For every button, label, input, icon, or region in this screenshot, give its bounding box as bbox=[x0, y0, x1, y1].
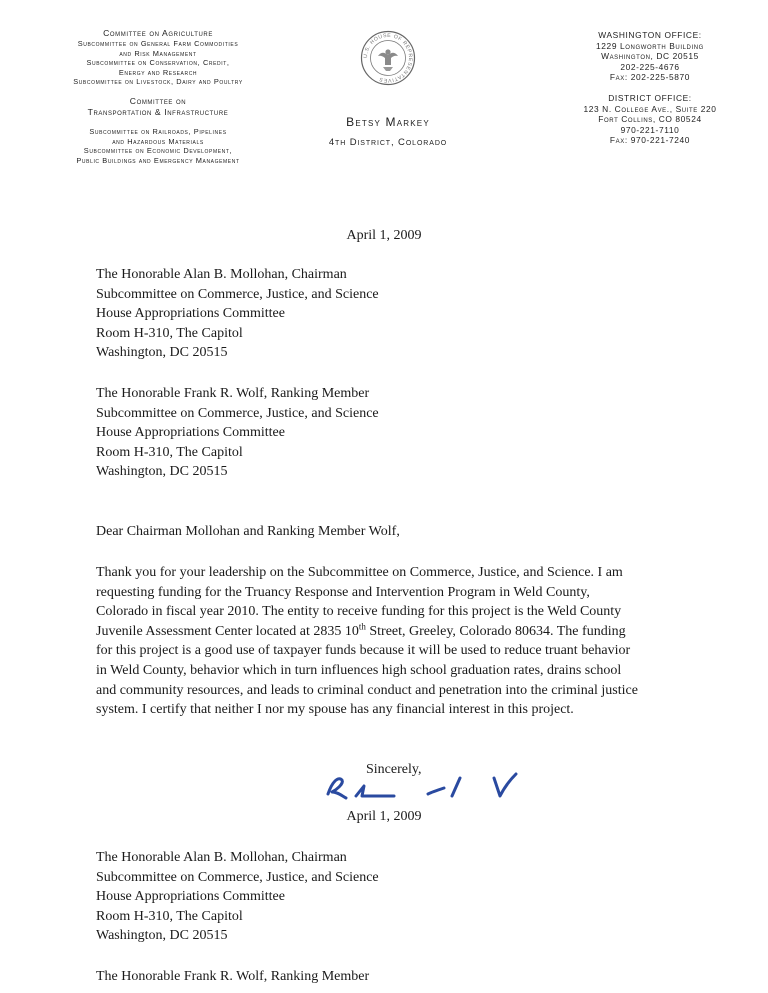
address-line: House Appropriations Committee bbox=[96, 306, 285, 322]
address-line: Room H-310, The Capitol bbox=[96, 325, 243, 341]
office-addresses bbox=[560, 30, 740, 146]
member-name: Betsy Markey bbox=[346, 115, 430, 129]
address-line: Subcommittee on Commerce, Justice, and Science bbox=[96, 286, 379, 302]
body-line: in Weld County, behavior which in turn influences high school graduation rates, drains school bbox=[96, 662, 622, 678]
address-line: The Honorable Frank R. Wolf, Ranking Member bbox=[96, 969, 370, 984]
district-office-label: DISTRICT OFFICE: bbox=[608, 92, 692, 103]
letter-date-repeat: April 1, 2009 bbox=[346, 809, 422, 824]
recipient-address-ranking-member-repeat bbox=[96, 967, 369, 987]
subcommittee-name: Public Buildings and Emergency Management bbox=[76, 155, 240, 165]
address-line: Subcommittee on Commerce, Justice, and Science bbox=[96, 405, 379, 421]
house-seal-icon bbox=[360, 30, 416, 86]
washington-office-address: 1229 Longworth Building bbox=[596, 40, 704, 51]
body-line-text: Juvenile Assessment Center located at 2835 10 bbox=[96, 623, 359, 639]
ordinal-suffix: th bbox=[358, 621, 366, 632]
body-line-address bbox=[96, 622, 690, 642]
address-line: The Honorable Frank R. Wolf, Ranking Member bbox=[96, 386, 370, 401]
address-line: House Appropriations Committee bbox=[96, 889, 285, 905]
committee-assignments bbox=[40, 28, 276, 165]
body-line-text: Street, Greeley, Colorado 80634. The funding bbox=[365, 623, 626, 639]
member-district: 4th District, Colorado bbox=[328, 137, 448, 148]
address-line: The Honorable Alan B. Mollohan, Chairman bbox=[96, 850, 347, 865]
address-line: House Appropriations Committee bbox=[96, 425, 285, 441]
recipient-address-ranking-member bbox=[96, 384, 379, 482]
address-line: Washington, DC 20515 bbox=[96, 345, 228, 361]
subcommittee-name: Subcommittee on General Farm Commodities bbox=[77, 39, 239, 48]
committee-name: Committee on bbox=[129, 95, 187, 106]
letter-date: April 1, 2009 bbox=[346, 228, 422, 243]
body-line: and community resources, and leads to criminal conduct and penetration into the criminal justice bbox=[96, 682, 638, 698]
committee-name: Transportation & Infrastructure bbox=[87, 106, 229, 117]
letter-body bbox=[96, 563, 690, 720]
recipient-address-chairman-repeat bbox=[96, 848, 379, 946]
closing: Sincerely, bbox=[366, 762, 422, 777]
subcommittee-name: Subcommittee on Economic Development, bbox=[83, 146, 233, 156]
body-line: for this project is a good use of taxpayer funds because it will be used to reduce truant behavior bbox=[96, 643, 631, 659]
washington-office-phone: 202-225-4676 bbox=[620, 61, 680, 72]
district-office-address: 123 N. College Ave., Suite 220 bbox=[583, 103, 717, 114]
district-office-fax: Fax: 970-221-7240 bbox=[609, 135, 691, 146]
subcommittee-name: and Hazardous Materials bbox=[112, 136, 204, 146]
body-line: system. I certify that neither I nor my spouse has any financial interest in this project. bbox=[96, 702, 574, 718]
subcommittee-name: Subcommittee on Livestock, Dairy and Poultry bbox=[73, 77, 243, 87]
washington-office-city: Washington, DC 20515 bbox=[601, 51, 699, 62]
handwritten-signature bbox=[320, 756, 530, 806]
subcommittee-name: Subcommittee on Conservation, Credit, bbox=[86, 58, 230, 68]
seal-text: U.S. HOUSE OF REPRESENTATIVES bbox=[362, 32, 414, 84]
salutation: Dear Chairman Mollohan and Ranking Member Wolf, bbox=[96, 524, 400, 539]
body-line: Colorado in fiscal year 2010. The entity to receive funding for this project is the Weld County bbox=[96, 604, 622, 620]
address-line: Washington, DC 20515 bbox=[96, 928, 228, 944]
district-office-city: Fort Collins, CO 80524 bbox=[598, 114, 702, 125]
member-header bbox=[300, 30, 476, 148]
body-line: requesting funding for the Truancy Response and Intervention Program in Weld County, bbox=[96, 584, 590, 600]
subcommittee-name: and Risk Management bbox=[119, 48, 197, 58]
subcommittee-name: Energy and Research bbox=[118, 67, 198, 77]
recipient-address-chairman bbox=[96, 265, 379, 363]
address-line: The Honorable Alan B. Mollohan, Chairman bbox=[96, 267, 347, 282]
washington-office-label: WASHINGTON OFFICE: bbox=[598, 30, 702, 40]
body-line: Thank you for your leadership on the Subcommittee on Commerce, Justice, and Science. I am bbox=[96, 565, 623, 580]
washington-office-fax: Fax: 202-225-5870 bbox=[609, 72, 691, 83]
committee-name: Committee on Agriculture bbox=[103, 28, 213, 38]
address-line: Room H-310, The Capitol bbox=[96, 444, 243, 460]
district-office-phone: 970-221-7110 bbox=[620, 124, 680, 135]
subcommittee-name: Subcommittee on Railroads, Pipelines bbox=[89, 126, 227, 136]
address-line: Washington, DC 20515 bbox=[96, 464, 228, 480]
address-line: Room H-310, The Capitol bbox=[96, 908, 243, 924]
address-line: Subcommittee on Commerce, Justice, and Science bbox=[96, 869, 379, 885]
